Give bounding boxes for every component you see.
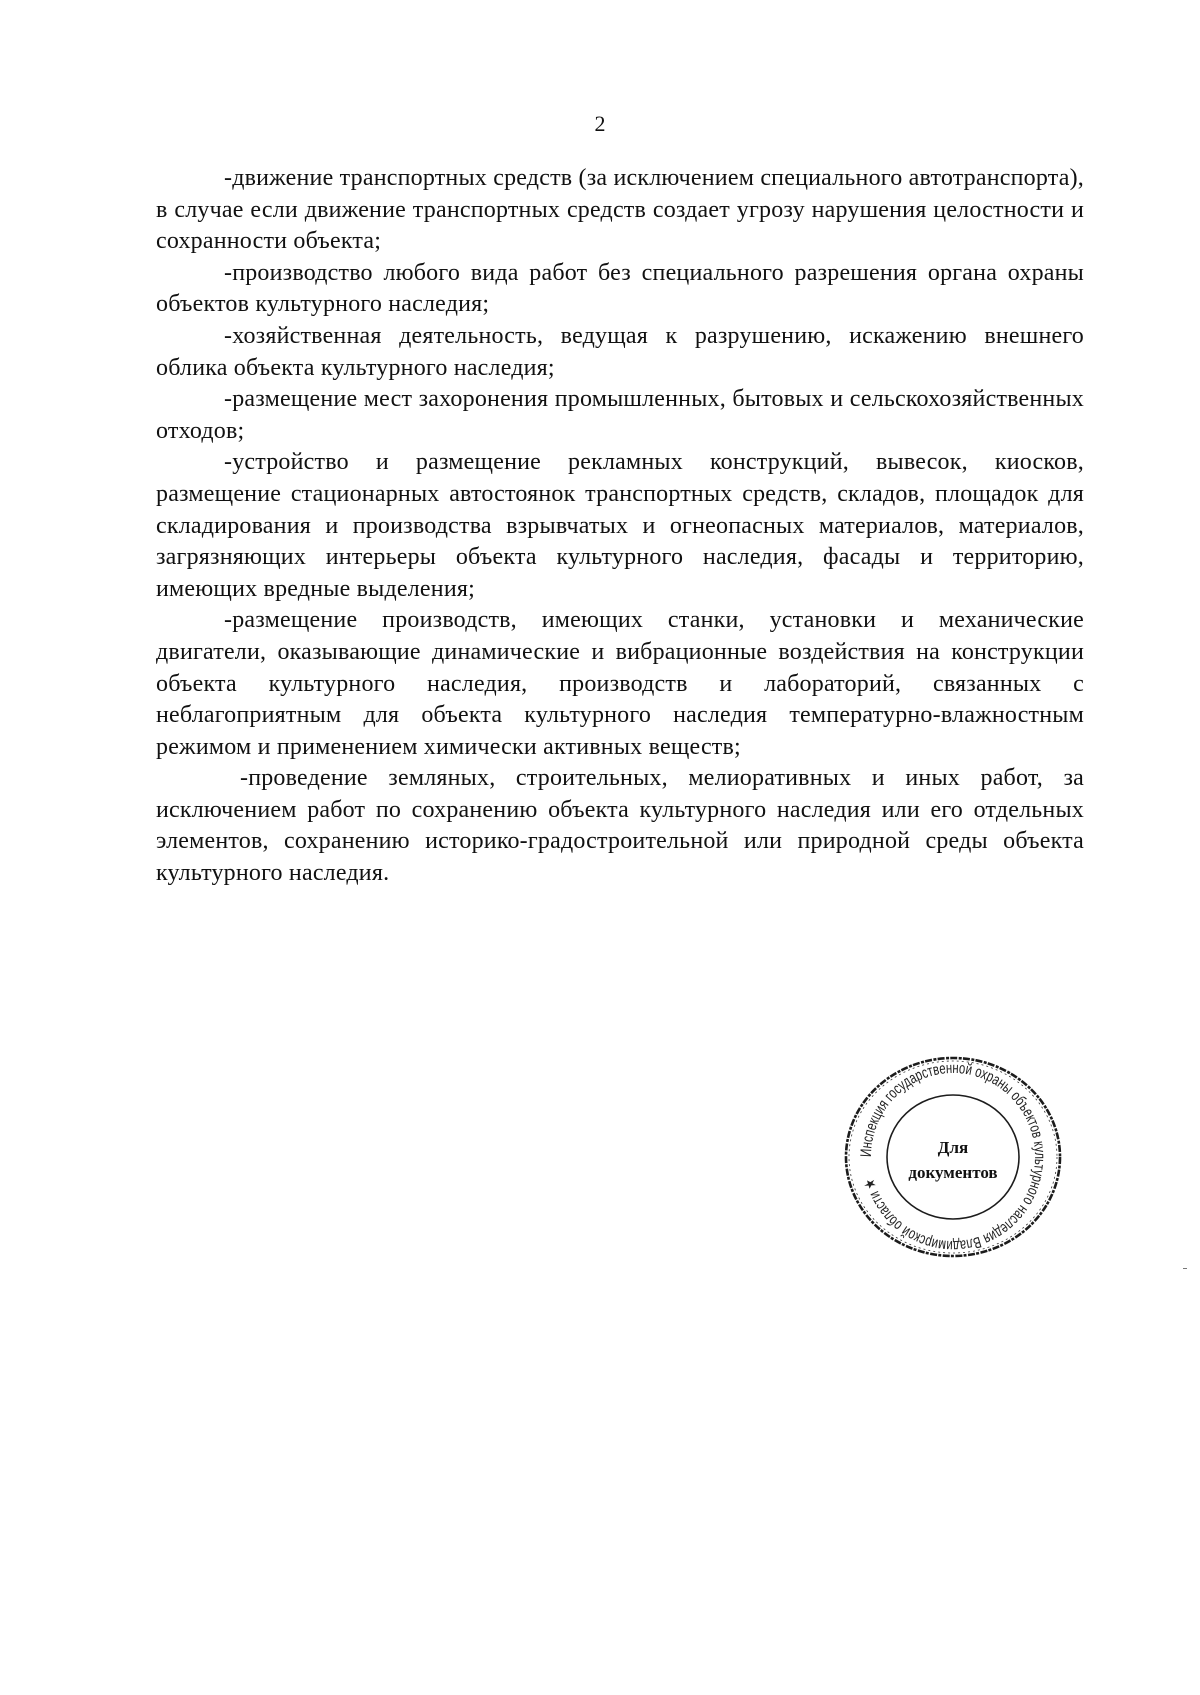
stamp-seal-icon bbox=[839, 1051, 1067, 1263]
list-item: -устройство и размещение рекламных конструкций, вывесок, киосков, размещение стационарных автостоянок транспортных средств, складов, площадок для складирования и производства взрывчатых и огнеопасных материалов, материалов, загрязняющих интерьеры объекта культурного наследия, фасады и территорию, имеющих вредные выделения; bbox=[156, 449, 1084, 602]
official-stamp bbox=[839, 1051, 1067, 1263]
stamp-outer-ring bbox=[846, 1058, 1060, 1256]
stamp-inner-ring bbox=[887, 1095, 1019, 1219]
list-item: -производство любого вида работ без специального разрешения органа охраны объектов культурного наследия; bbox=[156, 259, 1084, 318]
list-item: -движение транспортных средств (за исключением специального автотранспорта), в случае если движение транспортных средств создает угрозу нарушения целостности и сохранности объекта; bbox=[156, 165, 1084, 255]
stamp-center-line-2: документов bbox=[908, 1163, 998, 1182]
list-item: -хозяйственная деятельность, ведущая к разрушению, искажению внешнего облика объекта культурного наследия; bbox=[156, 322, 1084, 381]
stamp-ring-text: Инспекция государственной охраны объектов культурного наследия Владимирской области ★ bbox=[857, 1059, 1049, 1255]
page-number: 2 bbox=[594, 111, 606, 136]
list-item: -проведение земляных, строительных, мелиоративных и иных работ, за исключением работ по сохранению объекта культурного наследия или его отдельных элементов, сохранению историко-градостроительной или природной среды объекта культурного наследия. bbox=[156, 765, 1084, 887]
list-item: -размещение производств, имеющих станки, установки и механические двигатели, оказывающие динамические и вибрационные воздействия на конструкции объекта культурного наследия, производств и лабораторий, связанных с неблагоприятным для объекта культурного наследия температурно-влажностным режимом и применением химически активных веществ; bbox=[156, 607, 1084, 760]
stamp-center-line-1: Для bbox=[937, 1138, 969, 1157]
document-body bbox=[156, 163, 1084, 890]
stamp-outer-ring-inner bbox=[849, 1061, 1057, 1253]
scan-edge-mark bbox=[1183, 1268, 1187, 1269]
list-item: -размещение мест захоронения промышленных, бытовых и сельскохозяйственных отходов; bbox=[156, 386, 1084, 444]
